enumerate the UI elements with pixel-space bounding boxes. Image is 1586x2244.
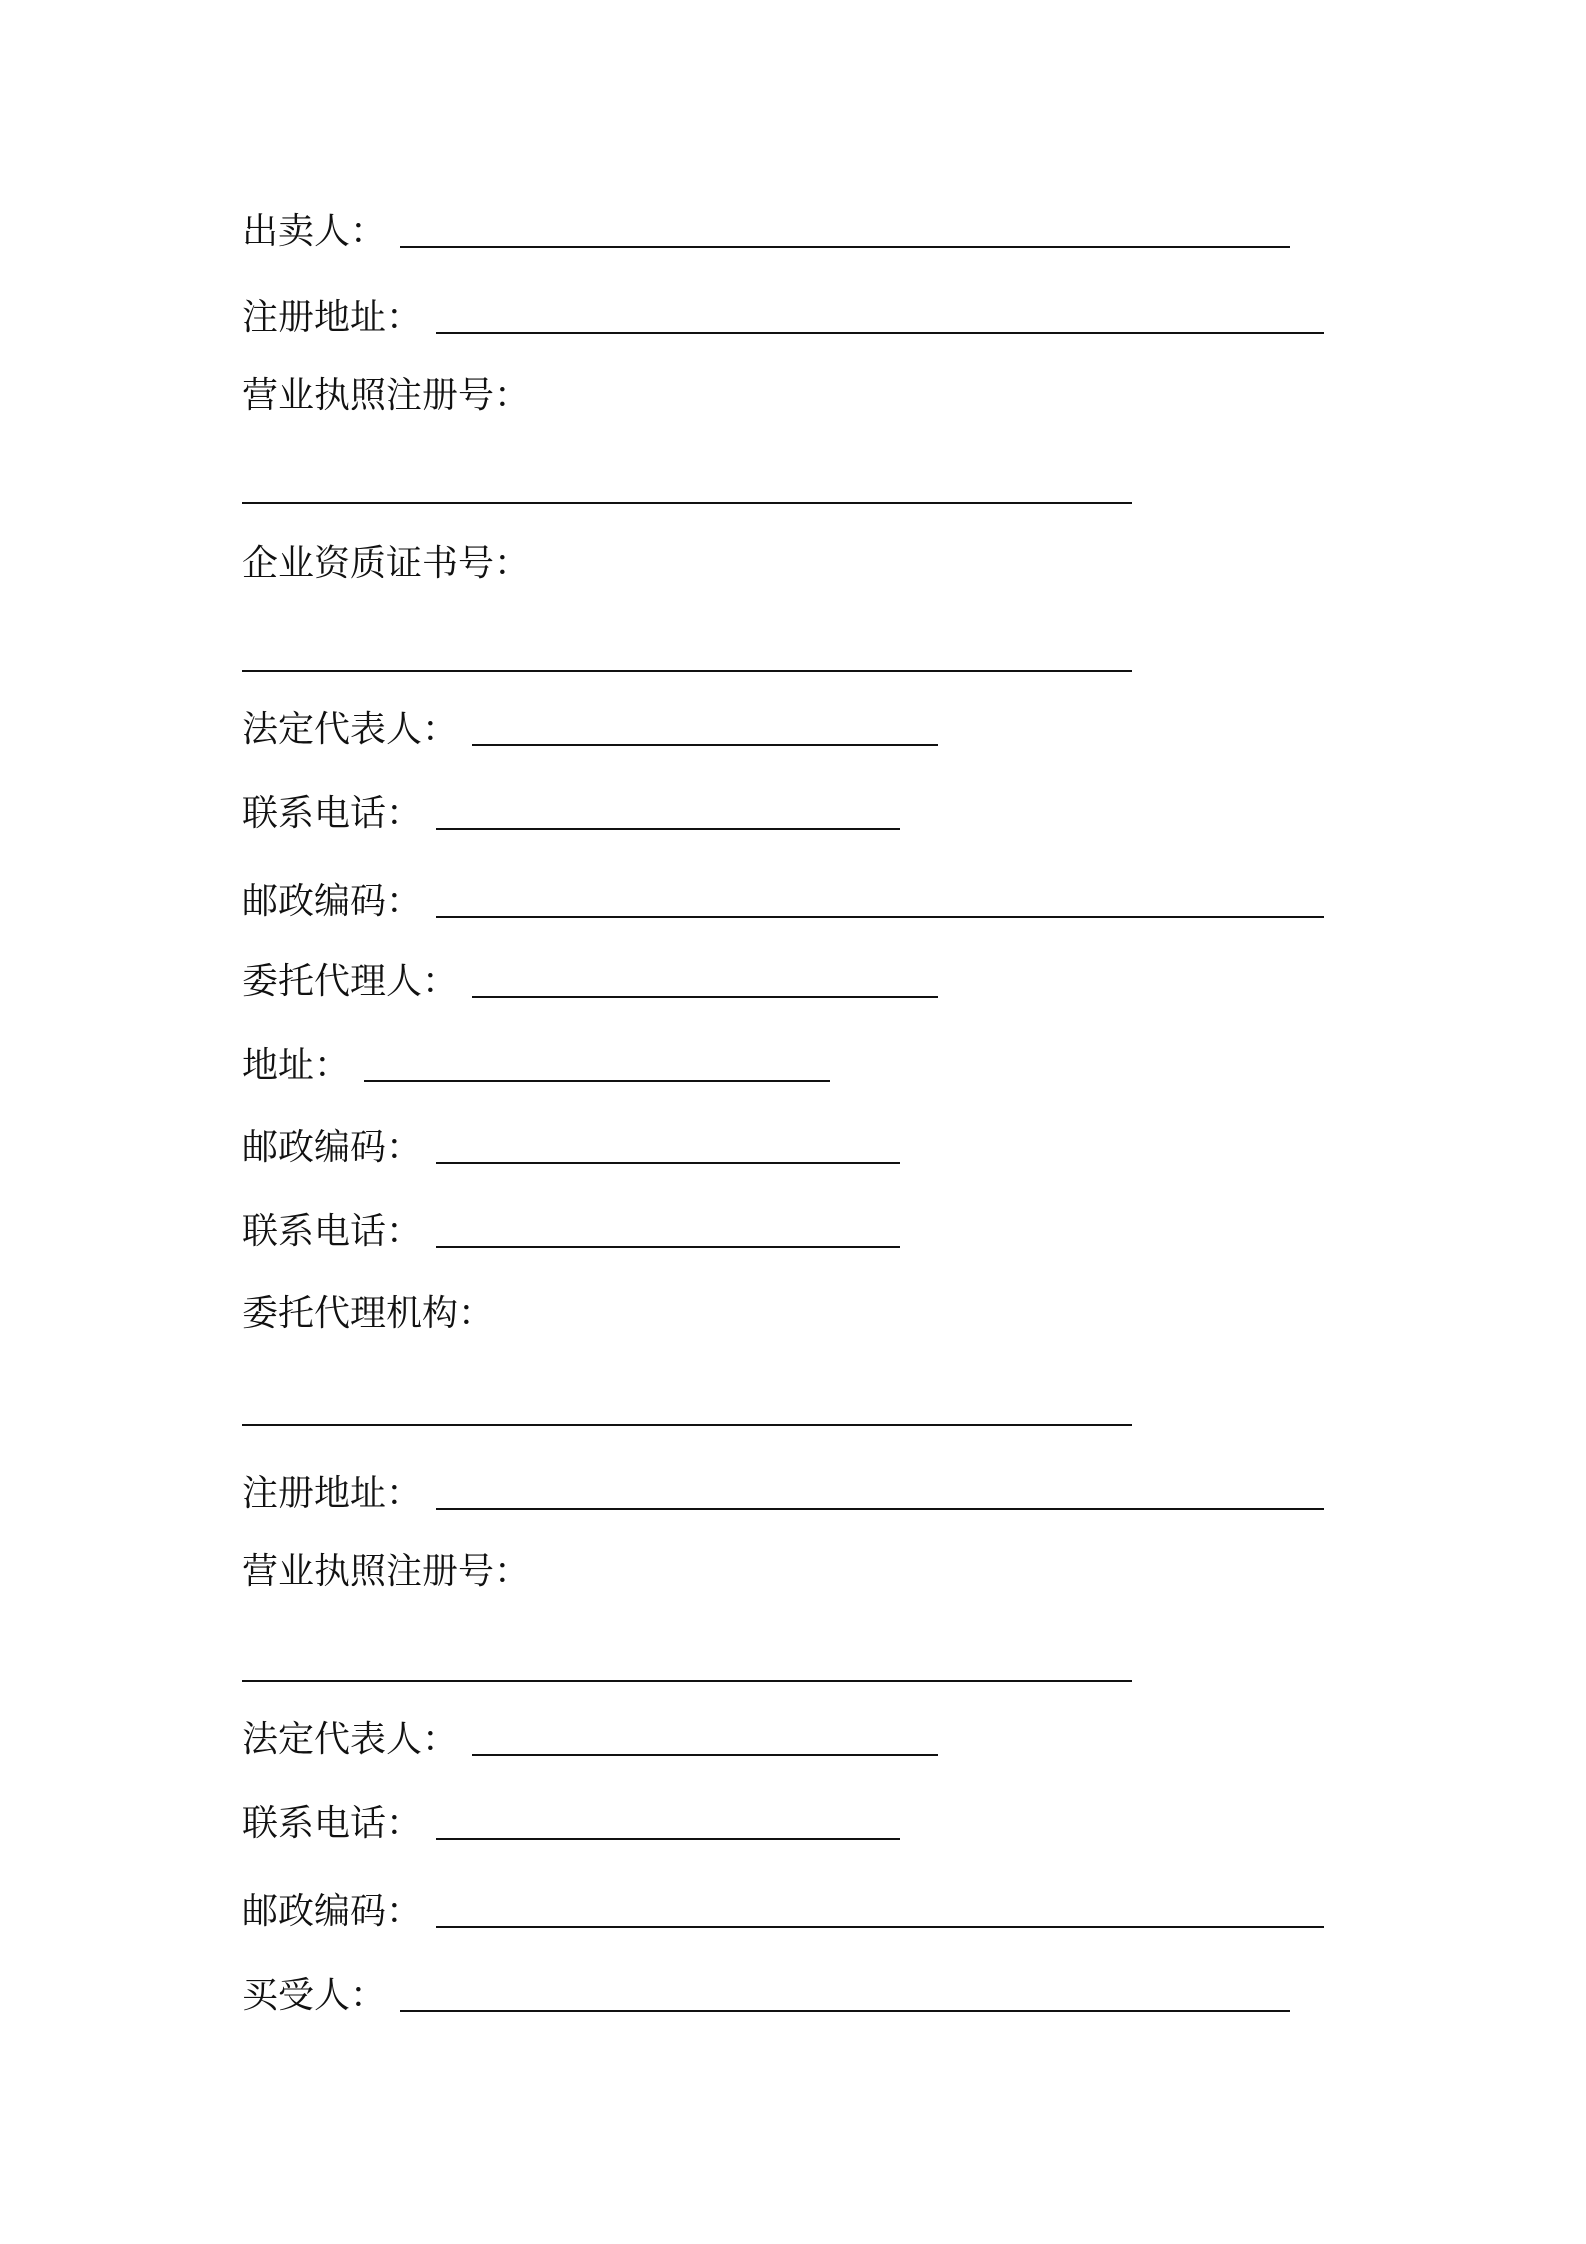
fill-blank[interactable]	[436, 1838, 900, 1840]
fill-blank[interactable]	[436, 1162, 900, 1164]
field-business-license-no	[242, 370, 530, 418]
field-label: 营业执照注册号：	[242, 375, 531, 416]
fill-blank-row[interactable]	[242, 1680, 1132, 1682]
fill-blank-row[interactable]	[242, 1424, 1132, 1426]
field-label: 企业资质证书号：	[242, 543, 531, 584]
field-label: 邮政编码：	[242, 1891, 423, 1932]
fill-blank[interactable]	[436, 1246, 900, 1248]
field-authorized-agent	[242, 956, 938, 1004]
field-label: 法定代表人：	[242, 709, 459, 750]
field-label: 出卖人：	[242, 211, 387, 252]
field-postal-code	[242, 1122, 900, 1170]
field-label: 地址：	[242, 1045, 351, 1086]
field-label: 委托代理人：	[242, 961, 459, 1002]
fill-blank[interactable]	[436, 1926, 1324, 1928]
field-label: 联系电话：	[242, 793, 423, 834]
field-legal-representative	[242, 704, 938, 752]
field-qualification-cert-no	[242, 538, 530, 586]
fill-blank[interactable]	[472, 996, 938, 998]
field-phone	[242, 788, 900, 836]
field-label: 邮政编码：	[242, 1127, 423, 1168]
field-business-license-no	[242, 1546, 530, 1594]
field-label: 买受人：	[242, 1975, 387, 2016]
field-agency	[242, 1288, 494, 1336]
field-label: 联系电话：	[242, 1803, 423, 1844]
fill-blank[interactable]	[436, 828, 900, 830]
field-label: 营业执照注册号：	[242, 1551, 531, 1592]
field-buyer	[242, 1970, 1290, 2018]
fill-blank[interactable]	[436, 916, 1324, 918]
fill-blank[interactable]	[436, 1508, 1324, 1510]
fill-blank[interactable]	[400, 246, 1290, 248]
fill-blank-row[interactable]	[242, 670, 1132, 672]
field-label: 注册地址：	[242, 297, 423, 338]
field-label: 联系电话：	[242, 1211, 423, 1252]
field-postal-code	[242, 876, 1324, 924]
field-label: 法定代表人：	[242, 1719, 459, 1760]
field-label: 委托代理机构：	[242, 1293, 495, 1334]
field-phone	[242, 1206, 900, 1254]
field-label: 邮政编码：	[242, 881, 423, 922]
fill-blank[interactable]	[400, 2010, 1290, 2012]
field-seller	[242, 206, 1290, 254]
field-phone	[242, 1798, 900, 1846]
field-label: 注册地址：	[242, 1473, 423, 1514]
fill-blank[interactable]	[364, 1080, 830, 1082]
fill-blank-row[interactable]	[242, 502, 1132, 504]
field-registered-address	[242, 1468, 1324, 1516]
field-legal-representative	[242, 1714, 938, 1762]
field-postal-code	[242, 1886, 1324, 1934]
fill-blank[interactable]	[472, 744, 938, 746]
fill-blank[interactable]	[472, 1754, 938, 1756]
field-registered-address	[242, 292, 1324, 340]
fill-blank[interactable]	[436, 332, 1324, 334]
field-address	[242, 1040, 830, 1088]
